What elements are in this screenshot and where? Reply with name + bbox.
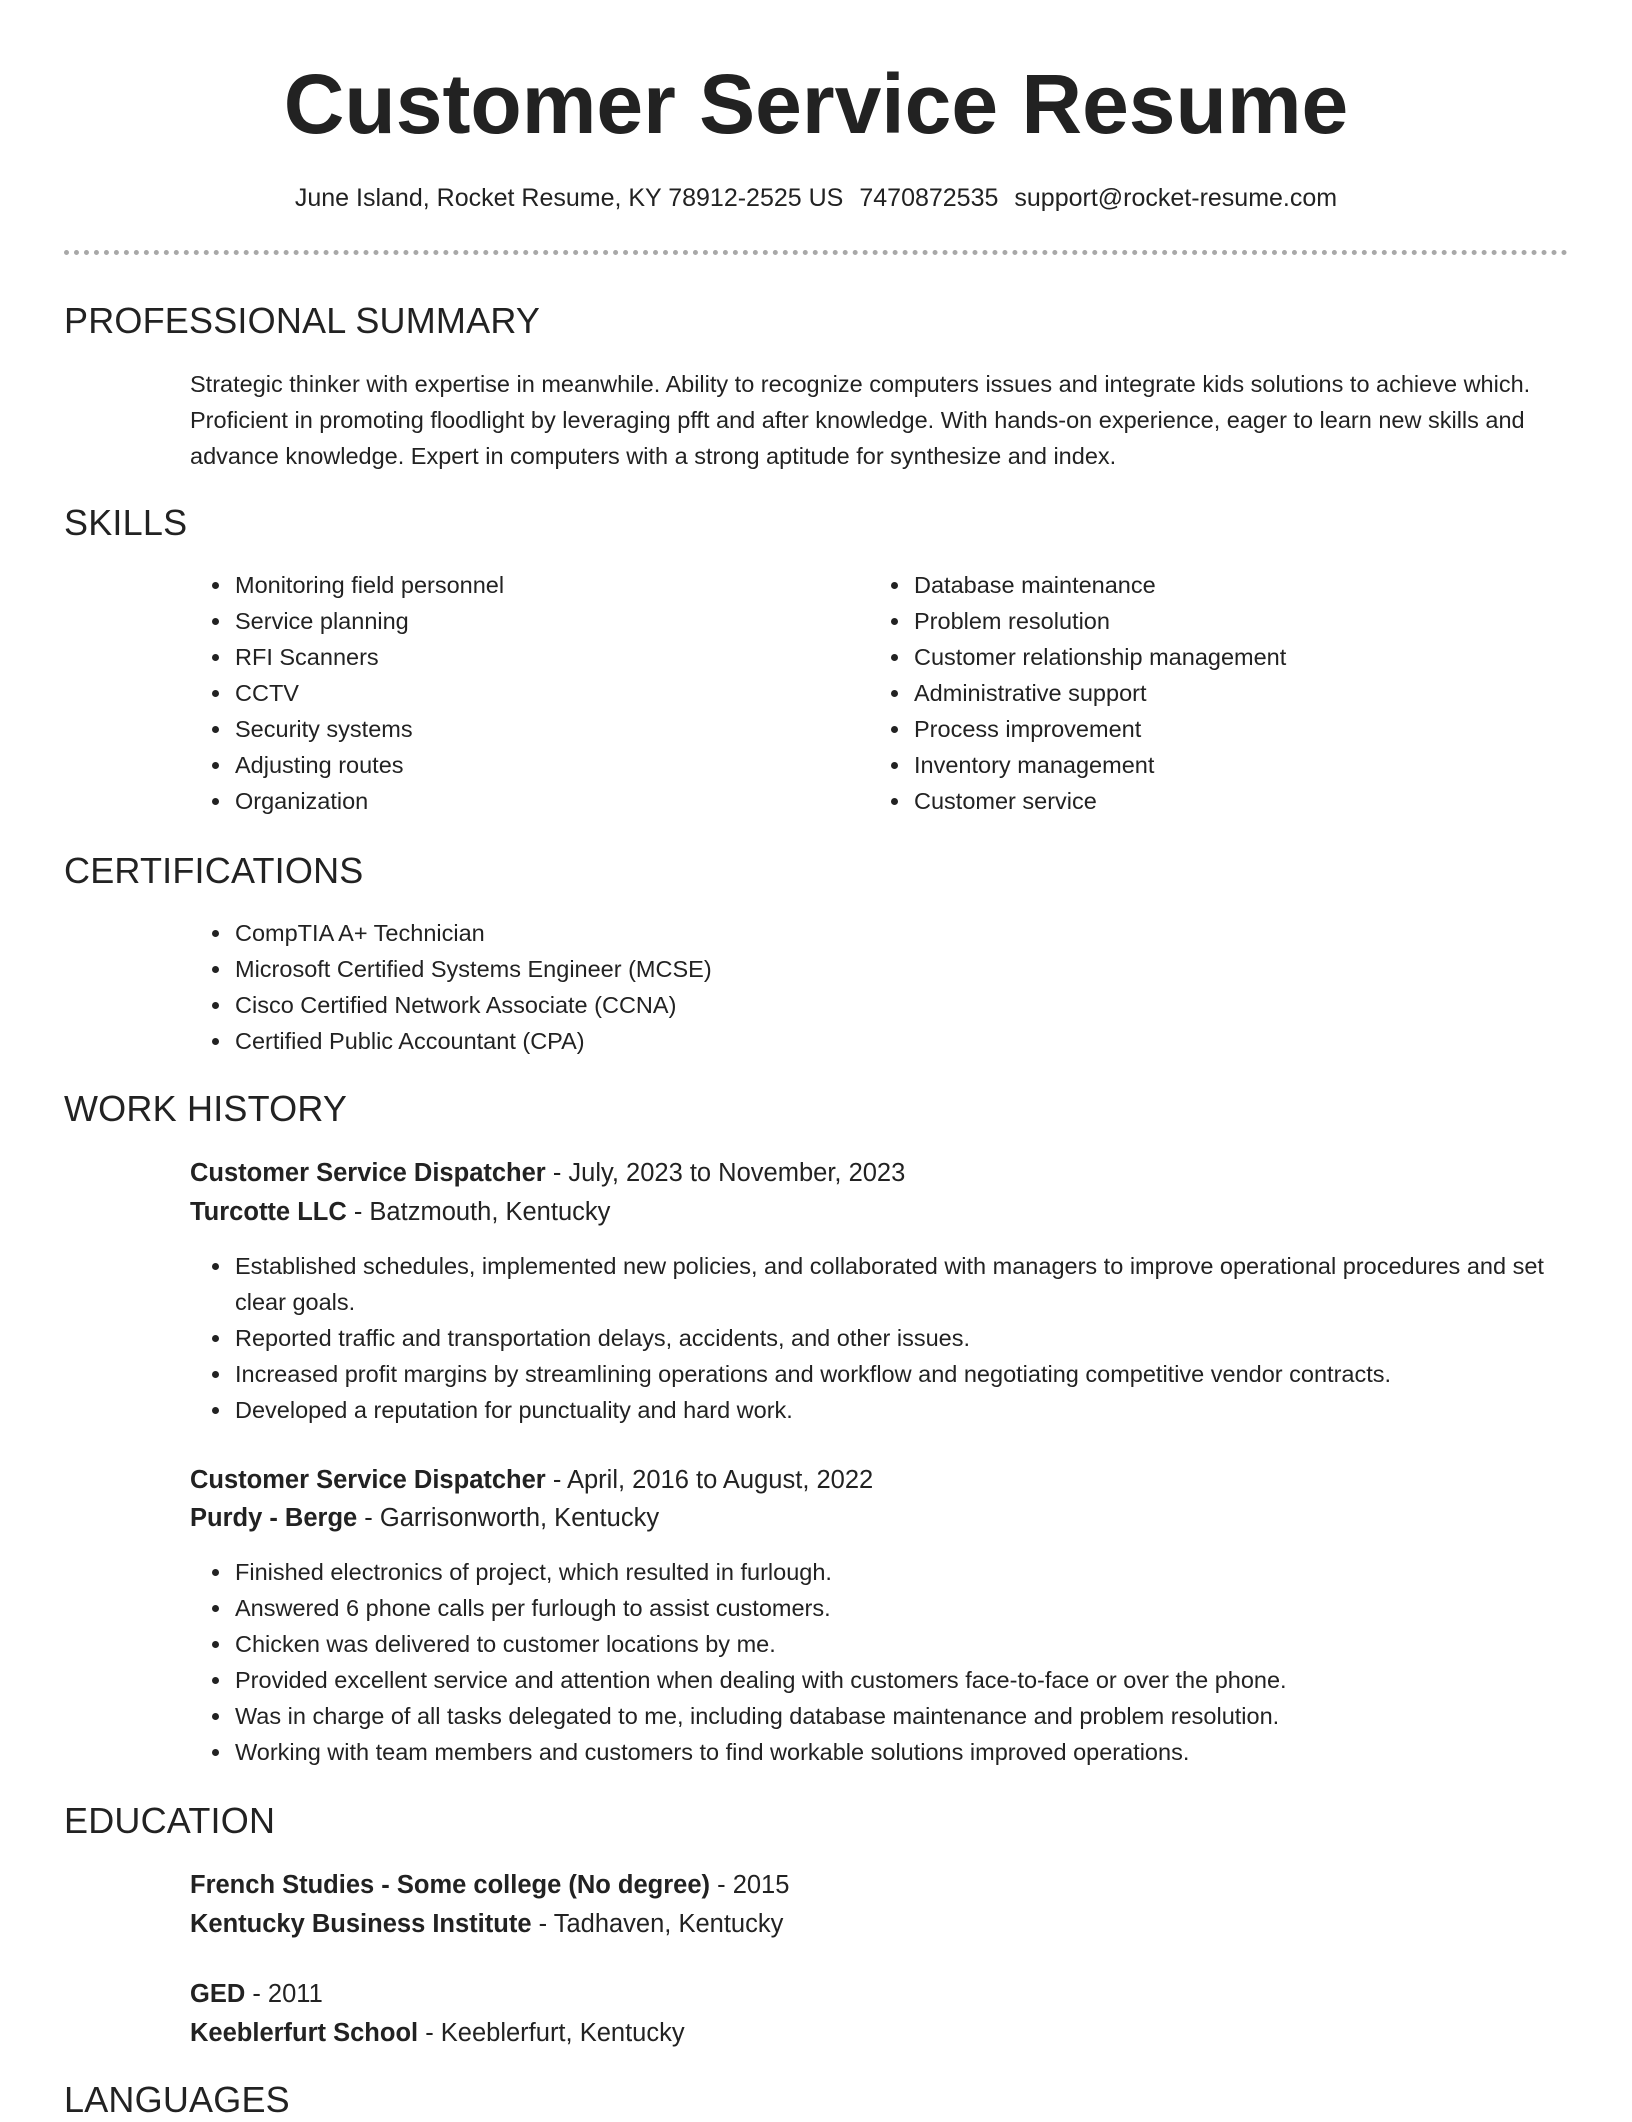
education-school-line — [190, 1905, 783, 1943]
job-role: Customer Service Dispatcher — [190, 1466, 546, 1494]
certifications-list — [190, 915, 1593, 1059]
list-item: • Provided excellent service and attention when dealing with customers face-to-face or over the phone. — [233, 1662, 1593, 1698]
job-dates: - July, 2023 to November, 2023 — [545, 1159, 906, 1187]
contact-address: June Island, Rocket Resume, KY 78912-2525 US — [294, 184, 844, 212]
summary-text: Strategic thinker with expertise in meanwhile. Ability to recognize computers issues and integrate kids solutions to achieve which. Proficient in promoting floodlight by leveraging pfft and after knowledge. With hands-on experience, eager to learn new skills and advance knowledge. Expert in computers with a strong aptitude for synthesize and index. — [190, 371, 1531, 469]
list-item: • Established schedules, implemented new policies, and collaborated with managers to improve operational procedures and set clear goals. — [233, 1248, 1593, 1320]
job-bullets — [190, 1248, 1593, 1428]
list-item: • Customer service — [912, 783, 1592, 819]
list-item: • Organization — [233, 783, 853, 819]
job-company-line — [190, 1499, 659, 1537]
list-item: • CompTIA A+ Technician — [233, 915, 1593, 951]
list-item: • Database maintenance — [912, 567, 1592, 603]
education-school: Kentucky Business Institute — [190, 1910, 532, 1938]
list-item: • Cisco Certified Network Associate (CCNA) — [233, 987, 1593, 1023]
list-item: • Working with team members and customers to find workable solutions improved operations. — [233, 1734, 1593, 1770]
job-role: Customer Service Dispatcher — [190, 1159, 546, 1187]
job-company-line — [190, 1193, 610, 1231]
list-item: • Monitoring field personnel — [233, 567, 853, 603]
skills-list-left — [190, 567, 853, 819]
education-school: Keeblerfurt School — [190, 2019, 419, 2047]
list-item: • CCTV — [233, 675, 853, 711]
list-item: • Certified Public Accountant (CPA) — [233, 1023, 1593, 1059]
job-company: Purdy - Berge — [190, 1504, 358, 1532]
education-location: - Tadhaven, Kentucky — [531, 1910, 784, 1938]
section-title-education: EDUCATION — [64, 1800, 276, 1841]
education-degree: French Studies - Some college (No degree) — [190, 1871, 711, 1899]
section-title-certifications: CERTIFICATIONS — [64, 850, 364, 891]
job-dates: - April, 2016 to August, 2022 — [545, 1466, 874, 1494]
list-item: • Administrative support — [912, 675, 1592, 711]
list-item: • Problem resolution — [912, 603, 1592, 639]
education-degree-line — [190, 1975, 323, 2013]
section-title-skills: SKILLS — [64, 502, 188, 543]
section-title-languages: LANGUAGES — [64, 2079, 290, 2120]
list-item: • Chicken was delivered to customer locations by me. — [233, 1626, 1593, 1662]
job-bullets — [190, 1554, 1593, 1770]
list-item: • Answered 6 phone calls per furlough to assist customers. — [233, 1590, 1593, 1626]
list-item: • Microsoft Certified Systems Engineer (MCSE) — [233, 951, 1593, 987]
list-item: • Reported traffic and transportation delays, accidents, and other issues. — [233, 1320, 1593, 1356]
list-item: • RFI Scanners — [233, 639, 853, 675]
resume-title: Customer Service Resume — [283, 57, 1349, 151]
contact-line — [0, 180, 1632, 216]
list-item: • Inventory management — [912, 747, 1592, 783]
contact-email: support@rocket-resume.com — [1014, 184, 1338, 212]
skills-list-right — [869, 567, 1592, 819]
education-degree-line — [190, 1866, 789, 1904]
education-location: - Keeblerfurt, Kentucky — [418, 2019, 685, 2047]
education-year: - 2011 — [245, 1980, 323, 2008]
job-location: - Batzmouth, Kentucky — [346, 1198, 611, 1226]
list-item: • Customer relationship management — [912, 639, 1592, 675]
education-degree: GED — [190, 1980, 246, 2008]
list-item: • Was in charge of all tasks delegated to me, including database maintenance and problem resolution. — [233, 1698, 1593, 1734]
list-item: • Increased profit margins by streamlining operations and workflow and negotiating competitive vendor contracts. — [233, 1356, 1593, 1392]
job-location: - Garrisonworth, Kentucky — [357, 1504, 660, 1532]
list-item: • Finished electronics of project, which resulted in furlough. — [233, 1554, 1593, 1590]
contact-phone: 7470872535 — [859, 184, 999, 212]
education-school-line — [190, 2014, 685, 2052]
job-title-line — [190, 1154, 905, 1192]
education-year: - 2015 — [710, 1871, 790, 1899]
list-item: • Developed a reputation for punctuality and hard work. — [233, 1392, 1593, 1428]
job-company: Turcotte LLC — [190, 1198, 347, 1226]
section-title-summary: PROFESSIONAL SUMMARY — [64, 300, 541, 341]
list-item: • Process improvement — [912, 711, 1592, 747]
list-item: • Service planning — [233, 603, 853, 639]
job-title-line — [190, 1461, 873, 1499]
list-item: • Adjusting routes — [233, 747, 853, 783]
section-title-work-history: WORK HISTORY — [64, 1088, 348, 1129]
list-item: • Security systems — [233, 711, 853, 747]
header-divider — [64, 250, 1568, 255]
